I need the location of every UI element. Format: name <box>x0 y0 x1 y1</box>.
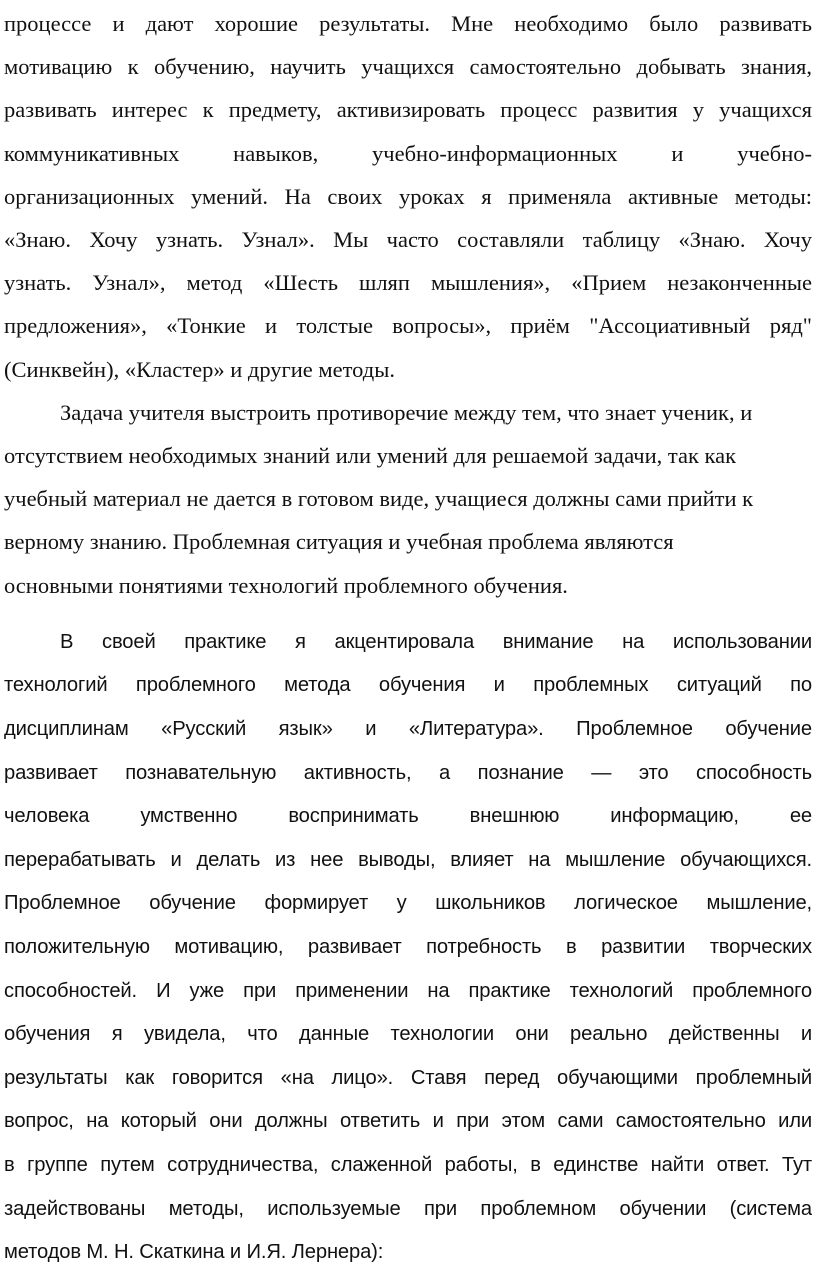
text-line: в группе путем сотрудничества, слаженной работы, в единстве найти ответ. Тут <box>4 1153 812 1176</box>
text-line: Проблемное обучение формирует у школьников логическое мышление, <box>4 892 812 915</box>
text-line: результаты как говорится «на лицо». Ставя перед обучающими проблемный <box>4 1066 812 1089</box>
text-line: верному знанию. Проблемная ситуация и учебная проблема являются <box>4 529 674 555</box>
text-line: В своей практике я акцентировала внимание на использовании <box>60 630 812 653</box>
serif-text-block <box>4 0 812 607</box>
text-line: вопрос, на который они должны ответить и при этом сами самостоятельно или <box>4 1110 812 1133</box>
paragraph-methods <box>4 2 812 391</box>
text-line: развивать интерес к предмету, активизировать процесс развития у учащихся <box>4 97 812 123</box>
text-line: процессе и дают хорошие результаты. Мне необходимо было развивать <box>4 11 812 36</box>
text-line: методов М. Н. Скаткина и И.Я. Лернера): <box>4 1241 384 1264</box>
text-line: обучения я увидела, что данные технологии они реально действенны и <box>4 1023 812 1046</box>
text-line: перерабатывать и делать из нее выводы, влияет на мышление обучающихся. <box>4 848 812 871</box>
text-line: предложения», «Тонкие и толстые вопросы», приём "Ассоциативный ряд" <box>4 313 812 339</box>
text-line: Задача учителя выстроить противоречие между тем, что знает ученик, и <box>60 399 753 425</box>
text-line: технологий проблемного метода обучения и проблемных ситуаций по <box>4 674 812 697</box>
paragraph-teacher-task <box>4 391 812 607</box>
text-line: способностей. И уже при применении на практике технологий проблемного <box>4 979 812 1002</box>
text-line: «Знаю. Хочу узнать. Узнал». Мы часто составляли таблицу «Знаю. Хочу <box>4 227 812 253</box>
text-line: основными понятиями технологий проблемного обучения. <box>4 572 568 598</box>
text-line: (Синквейн), «Кластер» и другие методы. <box>4 356 395 382</box>
text-line: положительную мотивацию, развивает потребность в развитии творческих <box>4 936 812 958</box>
text-line: дисциплинам «Русский язык» и «Литература». Проблемное обучение <box>4 718 812 741</box>
text-line: отсутствием необходимых знаний или умений для решаемой задачи, так как <box>4 443 737 469</box>
text-line: мотивацию к обучению, научить учащихся самостоятельно добывать знания, <box>4 54 812 80</box>
sans-text-block <box>4 621 812 1275</box>
paragraph-problem-learning <box>4 621 812 1275</box>
text-line: учебный материал не дается в готовом виде, учащиеся должны сами прийти к <box>4 486 754 512</box>
text-line: развивает познавательную активность, а познание — это способность <box>4 761 812 784</box>
text-line: узнать. Узнал», метод «Шесть шляп мышления», «Прием незаконченные <box>4 270 812 296</box>
text-line: организационных умений. На своих уроках я применяла активные методы: <box>4 183 812 209</box>
text-line: задействованы методы, используемые при проблемном обучении (система <box>4 1197 812 1220</box>
text-line: человека умственно воспринимать внешнюю информацию, ее <box>4 805 812 828</box>
text-line: коммуникативных навыков, учебно-информационных и учебно- <box>4 140 812 166</box>
